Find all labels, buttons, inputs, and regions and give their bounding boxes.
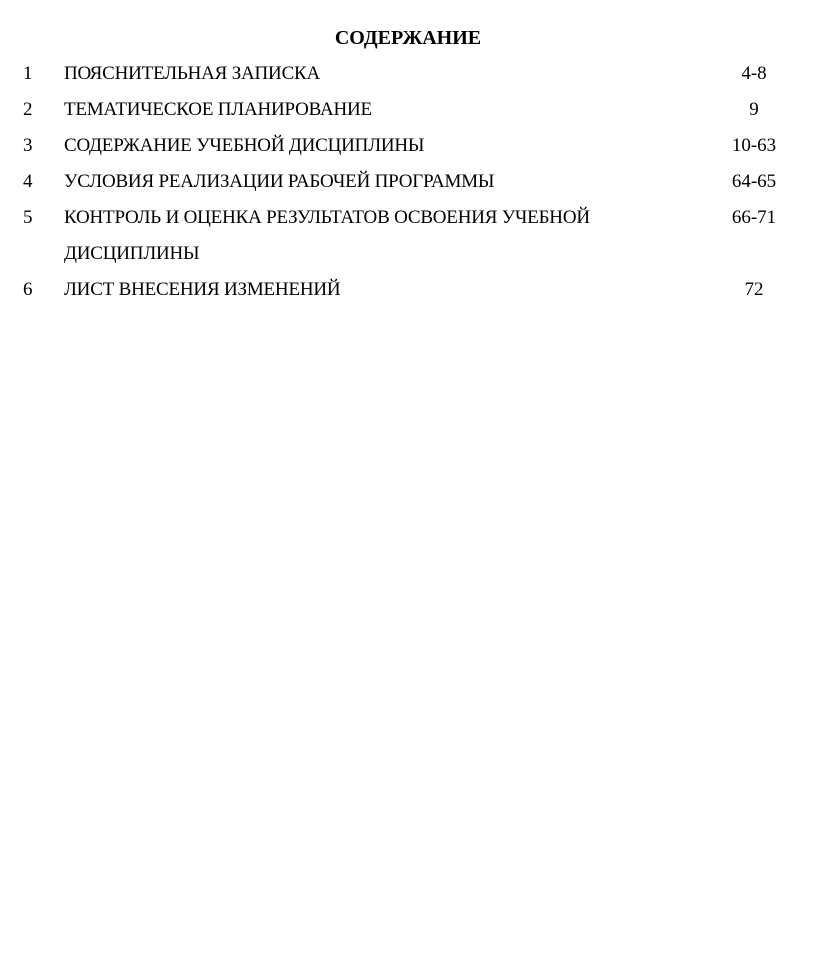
toc-entry-pages: 10-63 (731, 135, 777, 156)
toc-entry-number: 2 (23, 99, 33, 120)
toc-entry (0, 164, 816, 200)
toc-entry-title: ТЕМАТИЧЕСКОЕ ПЛАНИРОВАНИЕ (64, 99, 372, 120)
toc-entry-pages: 64-65 (731, 171, 777, 192)
toc-entry-title: УСЛОВИЯ РЕАЛИЗАЦИИ РАБОЧЕЙ ПРОГРАММЫ (64, 171, 495, 192)
toc-entry-number: 5 (23, 207, 33, 228)
toc-entry-number: 1 (23, 63, 33, 84)
toc-entry (0, 128, 816, 164)
toc-entry-title: СОДЕРЖАНИЕ УЧЕБНОЙ ДИСЦИПЛИНЫ (64, 135, 425, 156)
toc-entry-title: ПОЯСНИТЕЛЬНАЯ ЗАПИСКА (64, 63, 321, 84)
toc-list (0, 56, 816, 308)
toc-entry-number: 4 (23, 171, 33, 192)
toc-entry-pages: 66-71 (731, 207, 777, 228)
toc-entry (0, 272, 816, 308)
toc-entry (0, 92, 816, 128)
page-title: СОДЕРЖАНИЕ (334, 27, 482, 49)
toc-entry-pages: 72 (744, 279, 764, 300)
toc-entry-title: ЛИСТ ВНЕСЕНИЯ ИЗМЕНЕНИЙ (64, 279, 341, 300)
toc-entry-number: 3 (23, 135, 33, 156)
toc-entry-pages: 4-8 (741, 63, 767, 84)
toc-entry (0, 56, 816, 92)
toc-entry-title: КОНТРОЛЬ И ОЦЕНКА РЕЗУЛЬТАТОВ ОСВОЕНИЯ УЧЕБНОЙ ДИСЦИПЛИНЫ (64, 207, 590, 264)
toc-entry-number: 6 (23, 279, 33, 300)
toc-entry-pages: 9 (749, 99, 759, 120)
toc-entry (0, 200, 816, 272)
